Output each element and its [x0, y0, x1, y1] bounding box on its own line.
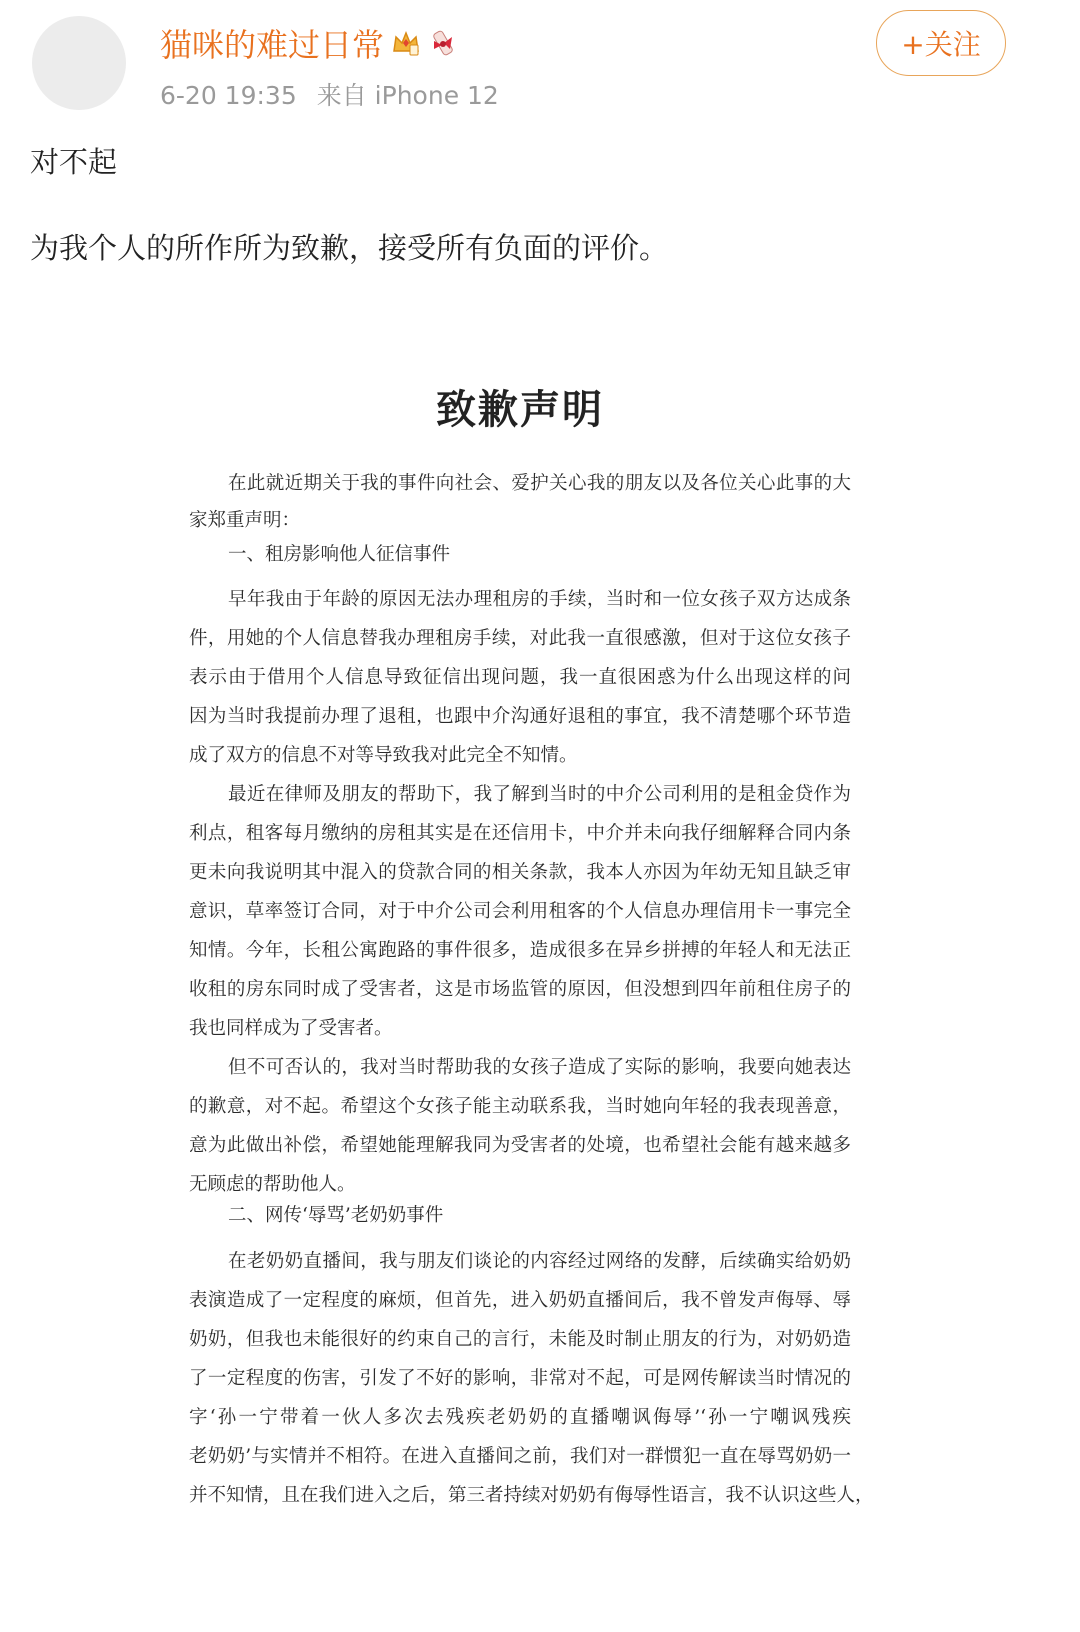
heading-text: 一、租房影响他人征信事件: [228, 544, 451, 565]
document-line: 意为此做出补偿，希望她能理解我同为受害者的处境，也希望社会能有越来越多: [189, 1135, 851, 1156]
document-paragraph-4: [189, 1242, 874, 1515]
crown-vip-icon: [390, 27, 422, 59]
username[interactable]: 猫咪的难过日常: [160, 26, 385, 64]
document-paragraph-2: [189, 775, 851, 1048]
document-line: 字‘孙一宁带着一伙人多次去残疾老奶奶的直播嘲讽侮辱’‘孙一宁嘲讽残疾: [189, 1407, 851, 1428]
document-line: 成了双方的信息不对等导致我对此完全不知情。: [189, 745, 578, 766]
document-line: 但不可否认的，我对当时帮助我的女孩子造成了实际的影响，我要向她表达: [228, 1057, 851, 1078]
document-line: 我也同样成为了受害者。: [189, 1018, 393, 1039]
document-intro: [189, 465, 851, 539]
scroll-ribbon-icon: [428, 27, 460, 59]
document-line: 最近在律师及朋友的帮助下，我了解到当时的中介公司利用的是租金贷作为: [228, 784, 851, 805]
document-line: 老奶奶’与实情并不相符。在进入直播间之前，我们对一群惯犯一直在辱骂奶奶一: [189, 1446, 851, 1467]
document-line: 意识，草率签订合同，对于中介公司会利用租客的个人信息办理信用卡一事完全: [189, 901, 851, 922]
document-line: 在此就近期关于我的事件向社会、爱护关心我的朋友以及各位关心此事的大: [228, 473, 851, 494]
document-line: 并不知情，且在我们进入之后，第三者持续对奶奶有侮辱性语言，我不认识这些人，: [189, 1485, 874, 1506]
post-meta: [160, 76, 499, 112]
document-line: 利点，租客每月缴纳的房租其实是在还信用卡，中介并未向我仔细解释合同内条: [189, 823, 851, 844]
document-paragraph-3: [189, 1048, 851, 1204]
document-line: 收租的房东同时成了受害者，这是市场监管的原因，但没想到四年前租住房子的: [189, 979, 851, 1000]
post-time: 6-20 19:35: [160, 81, 297, 110]
heading-text: 二、网传‘辱骂’老奶奶事件: [228, 1205, 444, 1226]
document-line: 知情。今年，长租公寓跑路的事件很多，造成很多在异乡拼搏的年轻人和无法正: [189, 940, 851, 961]
document-heading-1: [189, 537, 851, 573]
document-heading-2: [189, 1198, 851, 1234]
document-line: 件，用她的个人信息替我办理租房手续，对此我一直很感激，但对于这位女孩子: [189, 628, 851, 649]
document-line: 早年我由于年龄的原因无法办理租房的手续，当时和一位女孩子双方达成条: [228, 589, 851, 610]
document-line: 奶奶，但我也未能很好的约束自己的言行，未能及时制止朋友的行为，对奶奶造: [189, 1329, 851, 1350]
document-line: 因为当时我提前办理了退租，也跟中介沟通好退租的事宜，我不清楚哪个环节造: [189, 706, 851, 727]
document-line: 表演造成了一定程度的麻烦，但首先，进入奶奶直播间后，我不曾发声侮辱、辱: [189, 1290, 851, 1311]
document-line: 了一定程度的伤害，引发了不好的影响，非常对不起，可是网传解读当时情况的: [189, 1368, 851, 1389]
post-text-line-1: 对不起: [30, 145, 118, 179]
document-line: 家郑重声明：: [189, 510, 301, 531]
user-avatar[interactable]: [32, 16, 126, 110]
document-line: 无顾虑的帮助他人。: [189, 1174, 356, 1195]
document-paragraph-1: [189, 580, 851, 775]
post-source: 来自 iPhone 12: [316, 81, 499, 110]
follow-button[interactable]: +关注: [876, 10, 1006, 76]
username-row: [160, 20, 460, 66]
document-line: 在老奶奶直播间，我与朋友们谈论的内容经过网络的发酵，后续确实给奶奶: [228, 1251, 851, 1272]
document-title: 致歉声明: [436, 386, 604, 433]
document-line: 表示由于借用个人信息导致征信出现问题，我一直很困惑为什么出现这样的问: [189, 667, 851, 688]
document-line: 更未向我说明其中混入的贷款合同的相关条款，我本人亦因为年幼无知且缺乏审: [189, 862, 851, 883]
document-line: 的歉意，对不起。希望这个女孩子能主动联系我，当时她向年轻的我表现善意，: [189, 1096, 851, 1117]
post-text-line-2: 为我个人的所作所为致歉，接受所有负面的评价。: [30, 231, 669, 265]
